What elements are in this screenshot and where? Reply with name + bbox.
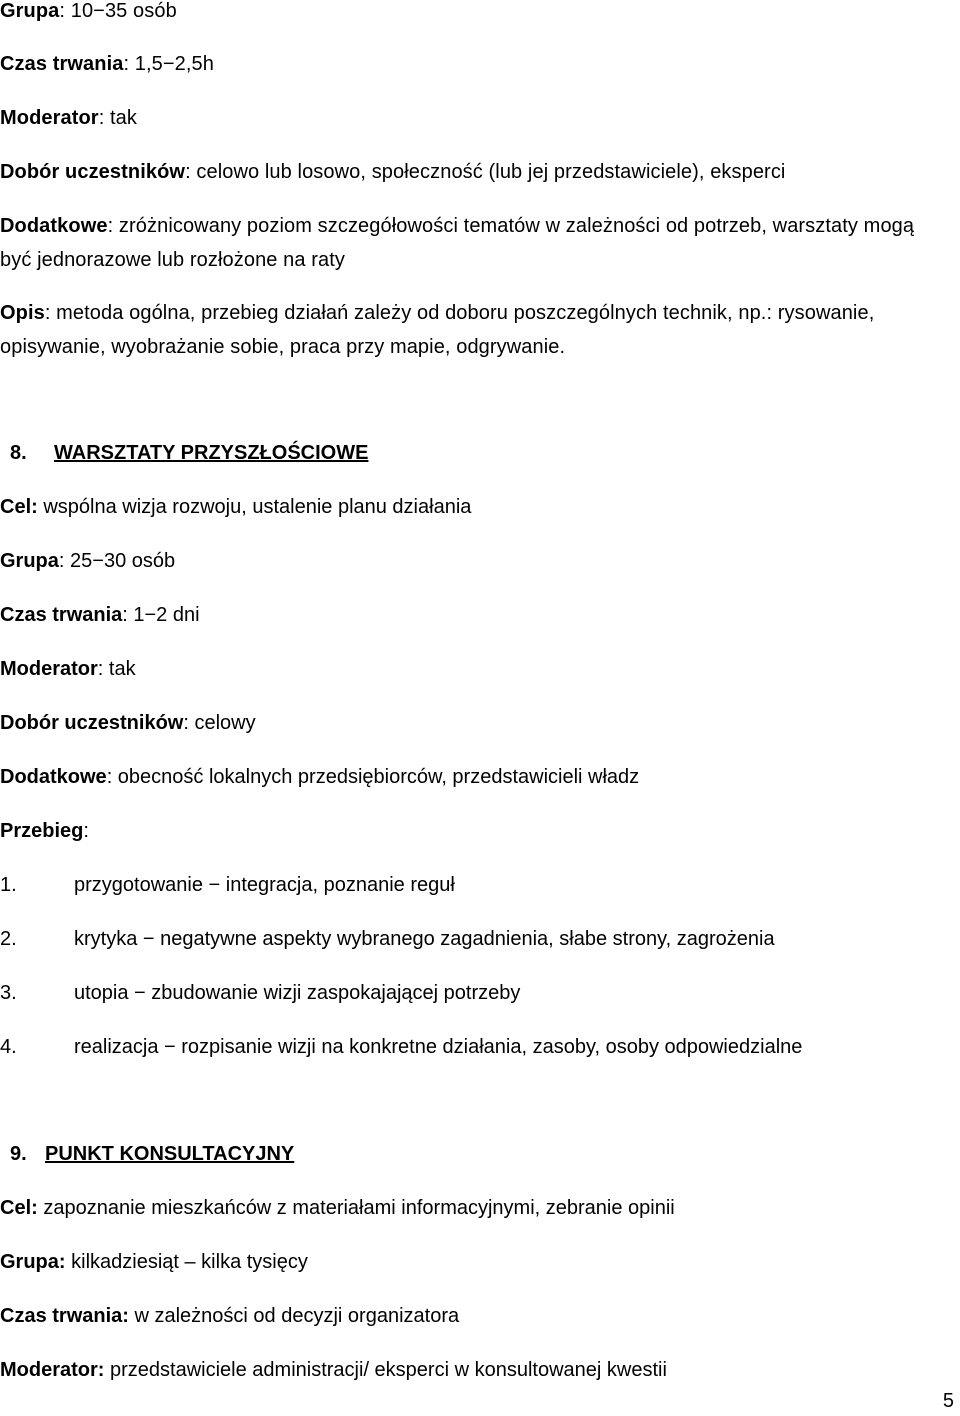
section-8-number: 8. xyxy=(10,442,27,464)
przebieg-line xyxy=(0,814,89,848)
dodatkowe-8-label: Dodatkowe xyxy=(0,766,107,788)
section-9-number: 9. xyxy=(10,1143,27,1165)
dobor-label: Dobór uczestników xyxy=(0,161,186,183)
list-item-number: 4. xyxy=(0,1036,17,1058)
list-item xyxy=(0,1030,802,1064)
list-item-number: 2. xyxy=(0,928,17,950)
przebieg-colon: : xyxy=(83,820,89,842)
dobor-line xyxy=(0,155,785,189)
opis-label: Opis xyxy=(0,302,45,324)
grupa-9-line xyxy=(0,1245,308,1279)
czas-trwania-label: Czas trwania xyxy=(0,53,124,75)
cel-line xyxy=(0,490,471,524)
moderator-line xyxy=(0,101,137,135)
section-9-title: PUNKT KONSULTACYJNY xyxy=(45,1143,295,1165)
moderator-value: : tak xyxy=(98,107,137,129)
dodatkowe-8-value: : obecność lokalnych przedsiębiorców, przedstawicieli władz xyxy=(106,766,640,788)
dodatkowe-label: Dodatkowe xyxy=(0,215,108,237)
grupa-8-label: Grupa xyxy=(0,550,59,572)
moderator-8-line xyxy=(0,652,136,686)
opis-value-2: opisywanie, wyobrażanie sobie, praca przy mapie, odgrywanie. xyxy=(0,336,566,358)
cel-label: Cel: xyxy=(0,496,38,518)
dodatkowe-line xyxy=(0,209,914,243)
moderator-label: Moderator xyxy=(0,107,99,129)
dobor-value: : celowo lub losowo, społeczność (lub jej przedstawiciele), eksperci xyxy=(185,161,786,183)
dodatkowe-value-2: być jednorazowe lub rozłożone na raty xyxy=(0,249,346,271)
moderator-9-value: przedstawiciele administracji/ eksperci w konsultowanej kwestii xyxy=(104,1359,667,1381)
moderator-9-line xyxy=(0,1353,667,1387)
grupa-label: Grupa xyxy=(0,0,60,22)
page-number: 5 xyxy=(942,1390,954,1412)
czas-9-value: w zależności od decyzji organizatora xyxy=(128,1305,460,1327)
grupa-8-value: : 25−30 osób xyxy=(58,550,176,572)
dobor-8-line xyxy=(0,706,256,740)
list-item-number: 3. xyxy=(0,982,17,1004)
section-8-title: WARSZTATY PRZYSZŁOŚCIOWE xyxy=(54,442,369,464)
czas-9-line xyxy=(0,1299,459,1333)
grupa-9-label: Grupa: xyxy=(0,1251,66,1273)
grupa-line xyxy=(0,0,177,28)
grupa-value: : 10−35 osób xyxy=(59,0,177,22)
czas-9-label: Czas trwania: xyxy=(0,1305,129,1327)
list-item-number: 1. xyxy=(0,874,17,896)
list-item-text: utopia − zbudowanie wizji zaspokajającej potrzeby xyxy=(74,982,521,1004)
grupa-8-line xyxy=(0,544,175,578)
list-item xyxy=(0,922,775,956)
czas-8-label: Czas trwania xyxy=(0,604,123,626)
cel-9-value: zapoznanie mieszkańców z materiałami informacyjnymi, zebranie opinii xyxy=(37,1197,675,1219)
section-8-heading xyxy=(10,436,368,470)
cel-9-label: Cel: xyxy=(0,1197,38,1219)
moderator-8-value: : tak xyxy=(97,658,136,680)
dodatkowe-8-line xyxy=(0,760,639,794)
list-item-text: realizacja − rozpisanie wizji na konkretne działania, zasoby, osoby odpowiedzialne xyxy=(74,1036,803,1058)
czas-trwania-line xyxy=(0,47,214,81)
przebieg-label: Przebieg xyxy=(0,820,84,842)
opis-line xyxy=(0,296,874,330)
opis-line-2 xyxy=(0,330,565,364)
moderator-8-label: Moderator xyxy=(0,658,98,680)
czas-8-value: : 1−2 dni xyxy=(122,604,200,626)
list-item xyxy=(0,976,520,1010)
dodatkowe-line-2 xyxy=(0,243,345,277)
opis-value-1: : metoda ogólna, przebieg działań zależy od doboru poszczególnych technik, np.: rysowanie, xyxy=(44,302,875,324)
dodatkowe-value-1: : zróżnicowany poziom szczegółowości tematów w zależności od potrzeb, warsztaty mogą xyxy=(107,215,915,237)
list-item-text: krytyka − negatywne aspekty wybranego zagadnienia, słabe strony, zagrożenia xyxy=(74,928,775,950)
czas-8-line xyxy=(0,598,200,632)
dobor-8-label: Dobór uczestników xyxy=(0,712,184,734)
list-item xyxy=(0,868,455,902)
section-9-heading xyxy=(10,1137,294,1171)
czas-trwania-value: : 1,5−2,5h xyxy=(123,53,214,75)
list-item-text: przygotowanie − integracja, poznanie reguł xyxy=(74,874,455,896)
grupa-9-value: kilkadziesiąt – kilka tysięcy xyxy=(65,1251,308,1273)
dobor-8-value: : celowy xyxy=(183,712,256,734)
cel-9-line xyxy=(0,1191,675,1225)
moderator-9-label: Moderator: xyxy=(0,1359,105,1381)
cel-value: wspólna wizja rozwoju, ustalenie planu działania xyxy=(37,496,472,518)
